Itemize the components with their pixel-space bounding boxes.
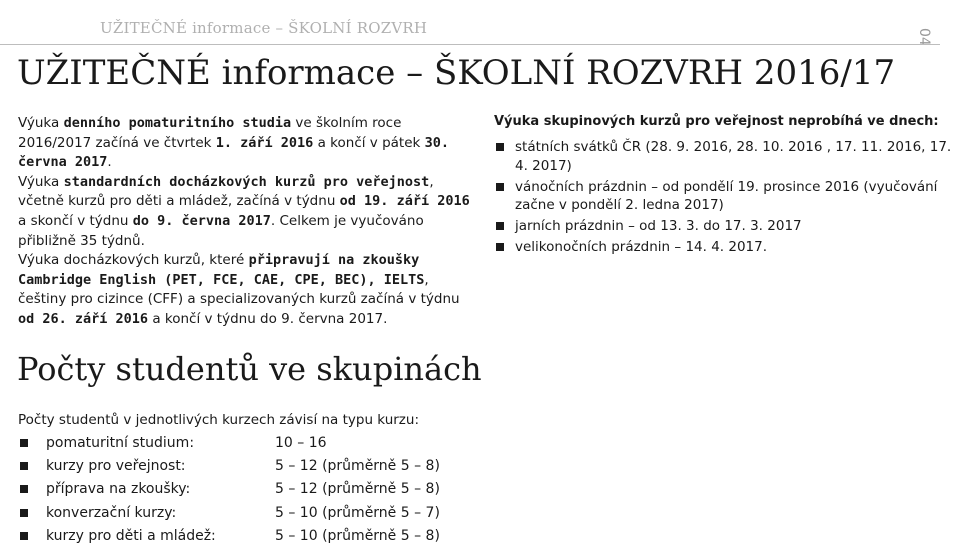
square-bullet-icon [496,183,504,191]
text: Výuka [18,173,64,190]
bold-date: do 9. června 2017 [132,212,271,229]
square-bullet-icon [496,143,504,151]
group-value: 5 – 12 (průměrně 5 – 8) [275,458,440,475]
group-value: 10 – 16 [275,435,327,451]
group-value: 5 – 10 (průměrně 5 – 7) [275,504,440,521]
square-bullet-icon [20,485,28,493]
list-item [494,238,956,257]
holidays-list [494,138,956,257]
text: . [107,154,112,171]
paragraph-standard-courses [18,173,476,251]
group-sizes-list [18,432,440,548]
list-item [494,217,956,236]
group-label: příprava na zkoušky: [46,481,191,498]
section-heading: Počty studentů ve skupinách [17,350,482,388]
list-item [18,455,440,478]
group-value: 5 – 12 (průměrně 5 – 8) [275,481,440,498]
paragraph-daily-study [18,114,476,173]
list-item [18,502,440,525]
bold-date: od 19. září 2016 [339,193,470,210]
list-item-text: jarních prázdnin – od 13. 3. do 17. 3. 2017 [515,218,802,234]
left-column [18,114,476,330]
bold-date: 1. září 2016 [215,134,314,151]
section-intro: Počty studentů v jednotlivých kurzech závisí na typu kurzu: [18,412,419,428]
right-column [494,113,956,259]
bold-text: připravují na zkoušky Cambridge English (PET, FCE, CAE, CPE, BEC), IELTS [18,252,425,288]
list-item [494,178,956,215]
text: a skončí v týdnu [18,212,133,229]
bold-text: standardních docházkových kurzů pro veřejnost [63,173,430,190]
group-label: pomaturitní studium: [46,435,195,451]
header-divider [0,44,940,45]
list-item [18,432,440,455]
page-title: UŽITEČNÉ informace – ŠKOLNÍ ROZVRH 2016/17 [17,53,896,93]
text: , češtiny pro cizince (CFF) a specializovaných kurzů začíná v týdnu [18,271,460,308]
square-bullet-icon [20,532,28,540]
bold-date: od 26. září 2016 [18,310,149,327]
text: Výuka docházkových kurzů, které [18,252,249,269]
text: Výuka [18,115,64,131]
square-bullet-icon [20,439,28,447]
square-bullet-icon [20,462,28,470]
list-item-text: státních svátků ČR (28. 9. 2016, 28. 10. 2016 , 17. 11. 2016, 17. 4. 2017) [515,139,952,174]
group-label: kurzy pro děti a mládež: [46,527,216,544]
list-item [494,138,956,175]
group-value: 5 – 10 (průměrně 5 – 8) [275,527,440,544]
holidays-heading: Výuka skupinových kurzů pro veřejnost neprobíhá ve dnech: [494,114,939,129]
list-item-text: velikonočních prázdnin – 14. 4. 2017. [515,239,768,255]
running-header: UŽITEČNÉ informace – ŠKOLNÍ ROZVRH [100,19,428,37]
square-bullet-icon [20,509,28,517]
list-item [18,478,440,501]
page-number: 04 [916,28,932,46]
list-item [18,525,440,548]
text: . Celkem je vyučováno přibližně 35 týdnů. [18,212,424,249]
group-label: kurzy pro veřejnost: [46,458,186,475]
text: a končí v pátek [313,134,425,151]
text: , včetně kurzů pro děti a mládež, začíná v týdnu [18,173,434,210]
square-bullet-icon [496,243,504,251]
square-bullet-icon [496,222,504,230]
bold-text: denního pomaturitního studia [63,115,292,131]
text: ve školním roce 2016/2017 začíná ve čtvrtek [18,115,402,151]
list-item-text: vánočních prázdnin – od pondělí 19. prosince 2016 (vyučování začne v pondělí 2. ledna 2017) [515,178,938,213]
group-label: konverzační kurzy: [46,504,177,521]
paragraph-exam-courses [18,251,476,329]
text: a končí v týdnu do 9. června 2017. [148,310,388,327]
bold-date: 30. června 2017 [18,134,450,171]
